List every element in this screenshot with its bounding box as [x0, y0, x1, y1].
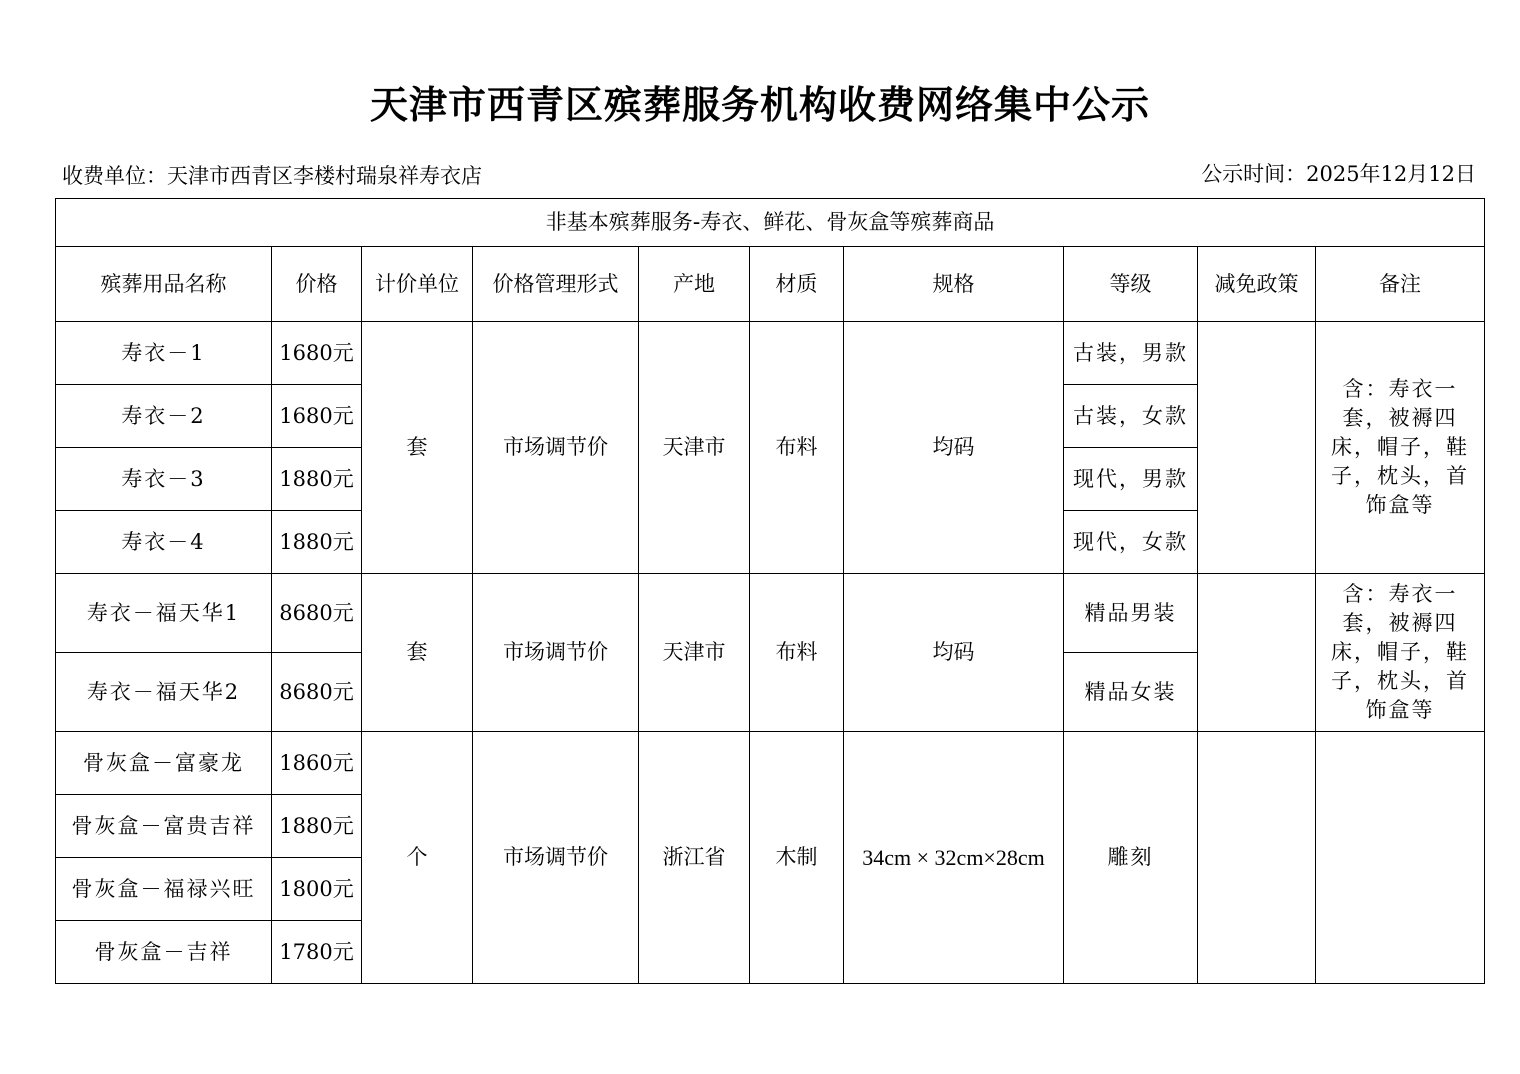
- item-price-form: 市场调节价: [473, 732, 639, 984]
- publish-date: [1201, 158, 1476, 188]
- item-policy: [1198, 574, 1316, 732]
- item-spec: 均码: [844, 322, 1064, 574]
- item-unit: 套: [362, 322, 473, 574]
- publish-date-label: 公示时间：: [1201, 162, 1307, 186]
- item-policy: [1198, 732, 1316, 984]
- item-origin: 浙江省: [639, 732, 750, 984]
- header-note: 备注: [1316, 247, 1485, 322]
- price-table: [55, 198, 1485, 984]
- item-material: 布料: [750, 574, 844, 732]
- item-price: 1680元: [272, 322, 362, 385]
- item-level: 精品女装: [1064, 653, 1198, 732]
- item-price: 1880元: [272, 448, 362, 511]
- item-spec: 均码: [844, 574, 1064, 732]
- item-origin: 天津市: [639, 574, 750, 732]
- item-name: 骨灰盒－富贵吉祥: [56, 795, 272, 858]
- item-level: 现代，男款: [1064, 448, 1198, 511]
- header-name: 殡葬用品名称: [56, 247, 272, 322]
- item-unit: 套: [362, 574, 473, 732]
- item-note: 含：寿衣一套，被褥四床，帽子，鞋子，枕头，首饰盒等: [1316, 322, 1485, 574]
- header-spec: 规格: [844, 247, 1064, 322]
- item-price-form: 市场调节价: [473, 574, 639, 732]
- item-note: 含：寿衣一套，被褥四床，帽子，鞋子，枕头，首饰盒等: [1316, 574, 1485, 732]
- item-level: 现代，女款: [1064, 511, 1198, 574]
- item-name: 骨灰盒－富豪龙: [56, 732, 272, 795]
- item-name: 寿衣－3: [56, 448, 272, 511]
- table-row: [56, 732, 1485, 795]
- item-name: 寿衣－4: [56, 511, 272, 574]
- item-level: 古装，男款: [1064, 322, 1198, 385]
- page-title: 天津市西青区殡葬服务机构收费网络集中公示: [369, 82, 1150, 127]
- item-level: 精品男装: [1064, 574, 1198, 653]
- item-material: 布料: [750, 322, 844, 574]
- item-name: 骨灰盒－吉祥: [56, 921, 272, 984]
- item-policy: [1198, 322, 1316, 574]
- item-price: 1780元: [272, 921, 362, 984]
- table-row: [56, 322, 1485, 385]
- item-price: 8680元: [272, 653, 362, 732]
- charging-unit: [62, 160, 482, 190]
- item-price: 1880元: [272, 511, 362, 574]
- item-price: 8680元: [272, 574, 362, 653]
- item-name: 骨灰盒－福禄兴旺: [56, 858, 272, 921]
- item-price: 1680元: [272, 385, 362, 448]
- item-name: 寿衣－2: [56, 385, 272, 448]
- item-price: 1800元: [272, 858, 362, 921]
- header-price: 价格: [272, 247, 362, 322]
- item-price: 1880元: [272, 795, 362, 858]
- item-name: 寿衣－1: [56, 322, 272, 385]
- item-level: 雕刻: [1064, 732, 1198, 984]
- item-level: 古装，女款: [1064, 385, 1198, 448]
- item-spec: 34cm × 32cm×28cm: [844, 732, 1064, 984]
- publish-date-value: 2025年12月12日: [1306, 162, 1476, 186]
- charging-unit-value: 天津市西青区李楼村瑞泉祥寿衣店: [167, 164, 482, 188]
- item-unit: 个: [362, 732, 473, 984]
- item-origin: 天津市: [639, 322, 750, 574]
- item-note: [1316, 732, 1485, 984]
- item-name: 寿衣－福天华1: [56, 574, 272, 653]
- header-price-form: 价格管理形式: [473, 247, 639, 322]
- header-level: 等级: [1064, 247, 1198, 322]
- item-price-form: 市场调节价: [473, 322, 639, 574]
- charging-unit-label: 收费单位：: [62, 164, 167, 188]
- header-origin: 产地: [639, 247, 750, 322]
- table-row: [56, 574, 1485, 653]
- header-policy: 减免政策: [1198, 247, 1316, 322]
- item-material: 木制: [750, 732, 844, 984]
- item-name: 寿衣－福天华2: [56, 653, 272, 732]
- header-material: 材质: [750, 247, 844, 322]
- item-price: 1860元: [272, 732, 362, 795]
- section-title: 非基本殡葬服务-寿衣、鲜花、骨灰盒等殡葬商品: [56, 199, 1485, 247]
- header-unit: 计价单位: [362, 247, 473, 322]
